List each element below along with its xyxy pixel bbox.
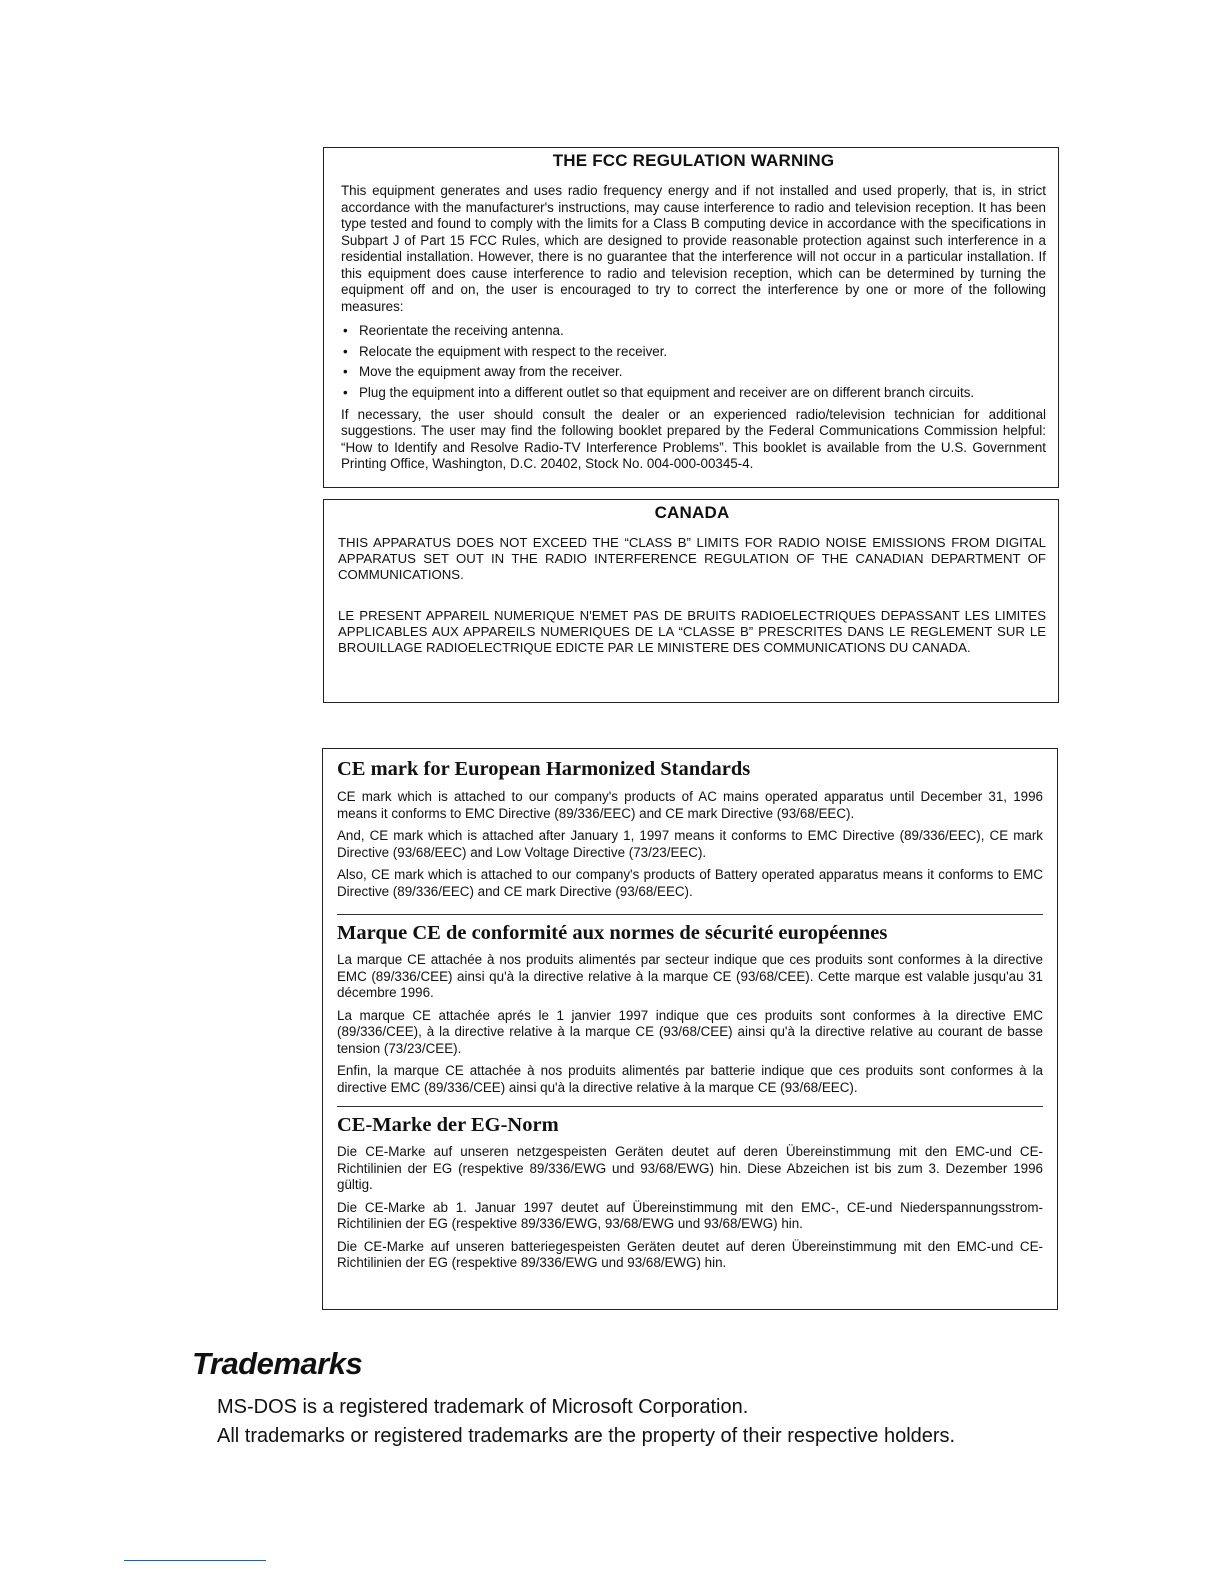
trademark-line-all: All trademarks or registered trademarks are the property of their respective holders. <box>217 1425 956 1447</box>
ce-german-p2: Die CE-Marke ab 1. Januar 1997 deutet auf Übereinstimmung mit den EMC-, CE-und Niederspannungsstrom-Richtilinien der EG (respektive 89/336/EWG, 93/68/EWG und 93/68/EWG) hin. <box>337 1199 1043 1231</box>
ce-german-title: CE-Marke der EG-Norm <box>337 1114 559 1136</box>
ce-german-p1: Die CE-Marke auf unseren netzgespeisten Geräten deutet auf deren Übereinstimmung mit den EMC-und CE-Richtilinien der EG (respektive 89/336/EWG und 93/68/EWG) hin. Diese Abzeichen ist bis zum 3. Dezember 1996 gültig. <box>337 1144 1043 1192</box>
list-item: • Relocate the equipment with respect to the receiver. <box>343 343 668 359</box>
bullet-icon: • <box>343 384 348 400</box>
ce-english-p3: Also, CE mark which is attached to our company's products of Battery operated apparatus means it conforms to EMC Directive (89/336/EEC) and CE mark Directive (93/68/EEC). <box>337 867 1043 899</box>
list-item: • Move the equipment away from the receiver. <box>343 364 623 379</box>
ce-english-p2: And, CE mark which is attached after January 1, 1997 means it conforms to EMC Directive (89/336/EEC), CE mark Directive (93/68/EEC) and Low Voltage Directive (73/23/EEC). <box>337 828 1043 860</box>
footer-rule <box>124 1560 266 1561</box>
ce-french-title: Marque CE de conformité aux normes de sécurité européennes <box>337 922 888 944</box>
canada-french-notice: LE PRESENT APPAREIL NUMERIQUE N'EMET PAS DE BRUITS RADIOELECTRIQUES DEPASSANT LES LIMITES APPLICABLES AUX APPAREILS NUMERIQUES DE LA “CLASSE B” PRESCRITES DANS LE REGLEMENT SUR LE BROUILLAGE RADIOELECTRIQUE EDICTE PAR LE MINISTERE DES COMMUNICATIONS DU CANADA. <box>338 607 1046 656</box>
canada-box <box>323 499 1059 703</box>
section-divider <box>337 1106 1043 1107</box>
fcc-warning-box <box>323 147 1059 488</box>
ce-mark-box <box>322 748 1058 1310</box>
ce-french-p2: La marque CE attachée aprés le 1 janvier 1997 indique que ces produits sont conformes à la directive EMC (89/336/CEE), à la directive relative à la marque CE (93/68/CEE) ainsi qu'à la directive relative au courant de basse tension (73/23/CEE). <box>337 1007 1043 1056</box>
ce-french-p1: La marque CE attachée à nos produits alimentés par secteur indique que ces produits sont conformes à la directive EMC (89/336/CEE) ainsi qu'à la directive relative à la marque CE (93/68/CEE). Cette marque est valable jusqu'au 31 décembre 1996. <box>337 952 1043 1000</box>
ce-english-p1: CE mark which is attached to our company's products of AC mains operated apparatus until December 31, 1996 means it conforms to EMC Directive (89/336/EEC) and CE mark Directive (93/68/EEC). <box>337 789 1043 821</box>
list-item: • Reorientate the receiving antenna. <box>343 323 564 338</box>
section-divider <box>337 914 1043 915</box>
fcc-title: THE FCC REGULATION WARNING <box>552 151 835 170</box>
bullet-icon: • <box>343 343 348 359</box>
fcc-measures-list <box>341 323 1046 401</box>
bullet-icon: • <box>343 323 348 338</box>
fcc-closing: If necessary, the user should consult the dealer or an experienced radio/television technician for additional suggestions. The user may find the following booklet prepared by the Federal Communications Commission helpful: “How to Identify and Resolve Radio-TV Interference Problems”. This booklet is available from the U.S. Government Printing Office, Washington, D.C. 20402, Stock No. 004-000-00345-4. <box>341 406 1046 471</box>
trademarks-heading: Trademarks <box>192 1346 363 1381</box>
ce-french-p3: Enfin, la marque CE attachée à nos produits alimentés par batterie indique que ces produits sont conformes à la directive EMC (89/336/CEE) ainsi qu'à la directive relative à la marque CE (93/68/EEC). <box>337 1063 1043 1095</box>
canada-english-notice: THIS APPARATUS DOES NOT EXCEED THE “CLASS B” LIMITS FOR RADIO NOISE EMISSIONS FROM DIGITAL APPARATUS SET OUT IN THE RADIO INTERFERENCE REGULATION OF THE CANADIAN DEPARTMENT OF COMMUNICATIONS. <box>338 535 1046 583</box>
canada-title: CANADA <box>654 503 730 522</box>
bullet-icon: • <box>343 364 348 379</box>
trademark-line-msdos: MS-DOS is a registered trademark of Microsoft Corporation. <box>217 1396 749 1418</box>
fcc-intro: This equipment generates and uses radio frequency energy and if not installed and used properly, that is, in strict accordance with the manufacturer's instructions, may cause interference to radio and television reception. It has been type tested and found to comply with the limits for a Class B computing device in accordance with the specifications in Subpart J of Part 15 FCC Rules, which are designed to provide reasonable protection against such interference in a residential installation. However, there is no guarantee that the interference will not occur in a particular installation. If this equipment does cause interference to radio and television reception, which can be determined by turning the equipment off and on, the user is encouraged to try to correct the interference by one or more of the following measures: <box>341 183 1046 314</box>
ce-english-title: CE mark for European Harmonized Standards <box>337 758 751 780</box>
list-item: • Plug the equipment into a different outlet so that equipment and receiver are on different branch circuits. <box>343 384 975 400</box>
ce-german-p3: Die CE-Marke auf unseren batteriegespeisten Geräten deutet auf deren Übereinstimmung mit den EMC-und CE-Richtilinien der EG (respektive 89/336/EWG und 93/68/EWG) hin. <box>337 1238 1043 1270</box>
